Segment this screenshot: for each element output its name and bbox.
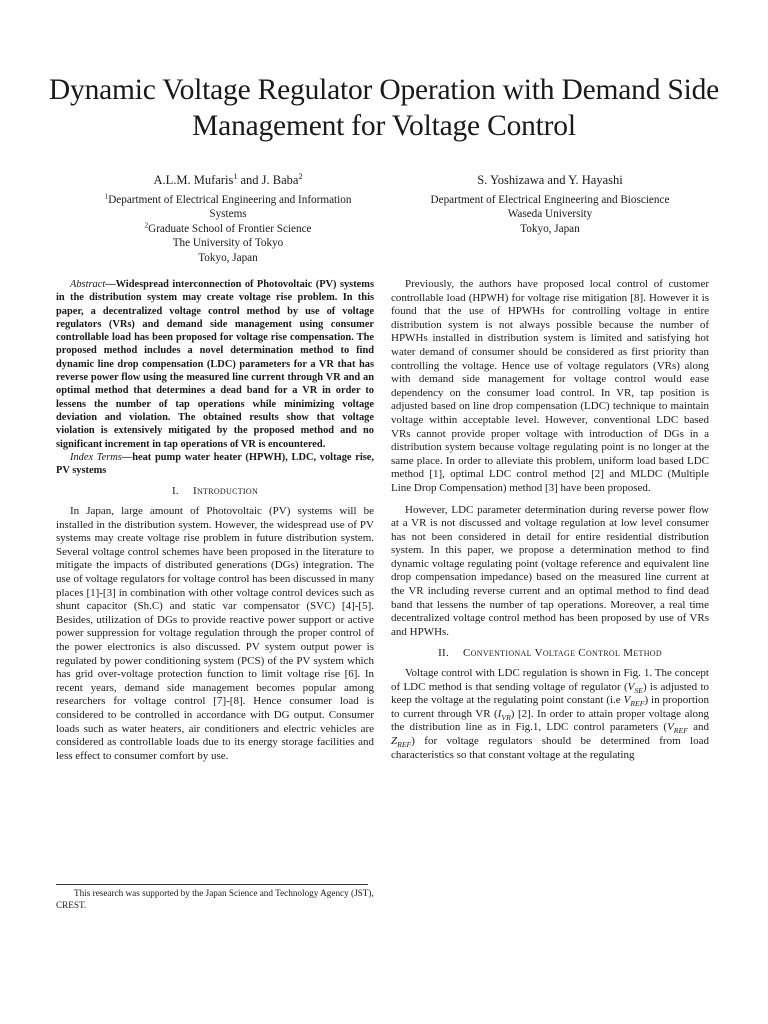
body-paragraph: However, LDC parameter determination during reverse power flow at a VR is not discussed and voltage regulation at low level consumer has not been considered in detail for entire residential distribution system. In this paper, we propose a determination method to find dynamic voltage regulating point (voltage reference and equivalent line drop compensation impedance) based on the measured line current at the VR including reverse current and an optimal method to find dead band that lessens the number of tap operations. Moreover, a real time decentralized voltage control method has been proposed by use of VRs and HPWHs.	[391, 503, 709, 638]
author-names-left: A.L.M. Mufaris$^1$ and J. Baba$^2$	[153, 171, 303, 187]
affiliation-line: $^1$Department of Electrical Engineering and Information Systems	[104, 191, 352, 220]
affiliation-line: The University of Tokyo	[172, 237, 284, 249]
footnote: This research was supported by the Japan Science and Technology Agency (JST), CREST.	[56, 888, 374, 910]
affiliation-line: $^2$Graduate School of Frontier Science	[144, 220, 312, 235]
author-names-right: S. Yoshizawa and Y. Hayashi	[477, 173, 623, 187]
affiliation-line: Tokyo, Japan	[198, 251, 258, 264]
affiliation-line: Waseda University	[507, 208, 593, 220]
abstract: Abstract—Widespread interconnection of Photovoltaic (PV) systems in the distribution system may create voltage rise problem. In this paper, a decentralized voltage control method by use of voltage regulators (VRs) and demand side management using consumer controllable load has been proposed for voltage rise compensation. The proposed method includes a novel determination method to find dynamic line drop compensation (LDC) parameters for a VR that has reverse power flow using the measured line current through VR and an optimal method that determines a dead band for a VR in order to lessens the number of tap operations while minimizing voltage deviation and violation. The obtained results show that voltage violation is extensively mitigated by the proposed method and no significant increment in tap operations of VR is encountered.	[56, 279, 374, 450]
affiliation-line: Department of Electrical Engineering and Bioscience	[430, 193, 670, 206]
left-column	[56, 278, 374, 763]
section2-paragraph: Voltage control with LDC regulation is shown in Fig. 1. The concept of LDC method is that sending voltage of regulator $(V_{SE})$ is adjusted to keep the voltage at the regulating point constant (i.e $V_{REF}$) in proportion to current through VR $(I_{VR})$ [2]. In order to attain proper voltage along the distribution line as in Fig.1, LDC control parameters ($V_{REF}$ and $Z_{REF}$) for voltage regulators should be determined from load characteristics so that constant voltage at the regulating	[391, 667, 710, 761]
paper-title: Dynamic Voltage Regulator Operation with Demand Side Management for Voltage Control	[48, 74, 720, 142]
section-heading-introduction: I. Introduction	[171, 485, 259, 498]
affiliation-line: Tokyo, Japan	[520, 222, 580, 235]
author-block-left	[100, 173, 356, 265]
body-paragraph: Previously, the authors have proposed local control of customer controllable load (HPWH) for voltage rise mitigation [8]. However it is found that the use of HPWHs for controlling voltage in entire distribution system is not always possible because the number of HPWHs installed in distribution system is limited and satisfying hot water demand of consumer should be considered as first priority than controlling the voltage. Hence use of voltage regulators (VRs) along with demand side management for voltage control would ease dependency on the consumer load control. In VR, tap position is adjusted based on line drop compensation (LDC) technique to maintain voltage within acceptable level. However, conventional LDC based VRs cannot provide proper voltage with introduction of DGs in a distribution system because voltage regulating point is no longer at the same place. In order to alleviate this problem, uniform load based LDC method [1], optimal LDC control method [2] and MLDC (Multiple Line Drop Compensation) method [3] have been proposed.	[391, 278, 709, 494]
section-heading-conventional-voltage-control: II. Conventional Voltage Control Method	[438, 647, 662, 660]
author-block-right	[400, 173, 700, 236]
index-terms: Index Terms—heat pump water heater (HPWH), LDC, voltage rise, PV systems	[56, 451, 374, 477]
introduction-paragraph: In Japan, large amount of Photovoltaic (PV) systems will be installed in the distribution system. However, the widespread use of PV systems may create voltage rise problem in future distribution system. Several voltage control schemes have been proposed in the literature to mitigate the impacts of distributed generations (DGs) integration. The use of voltage regulators for voltage control has been discussed in many places [1]-[3] in combination with other voltage control devices such as shunt capacitor (Sh.C) and static var compensator (SVC) [4]-[5]. Besides, utilization of DGs to provide reactive power support or active power suppression for voltage regulation through the proper control of the power electronics is also discussed. PV system output power is regulated by power conditioning system (PCS) of the PV system which has grid over-voltage protection function to limit voltage rise [6]. In recent years, demand side management becomes popular among researchers for voltage control [7]-[8]. Hence consumer load is considered to be controlled in accordance with DG output. Consumer loads such as water heaters, air conditioners and electric vehicles are considered as controllable loads due to its energy storage facilities and less effect to consumer comfort by use.	[56, 505, 374, 762]
footnote-divider	[56, 884, 368, 885]
right-column	[391, 278, 709, 762]
